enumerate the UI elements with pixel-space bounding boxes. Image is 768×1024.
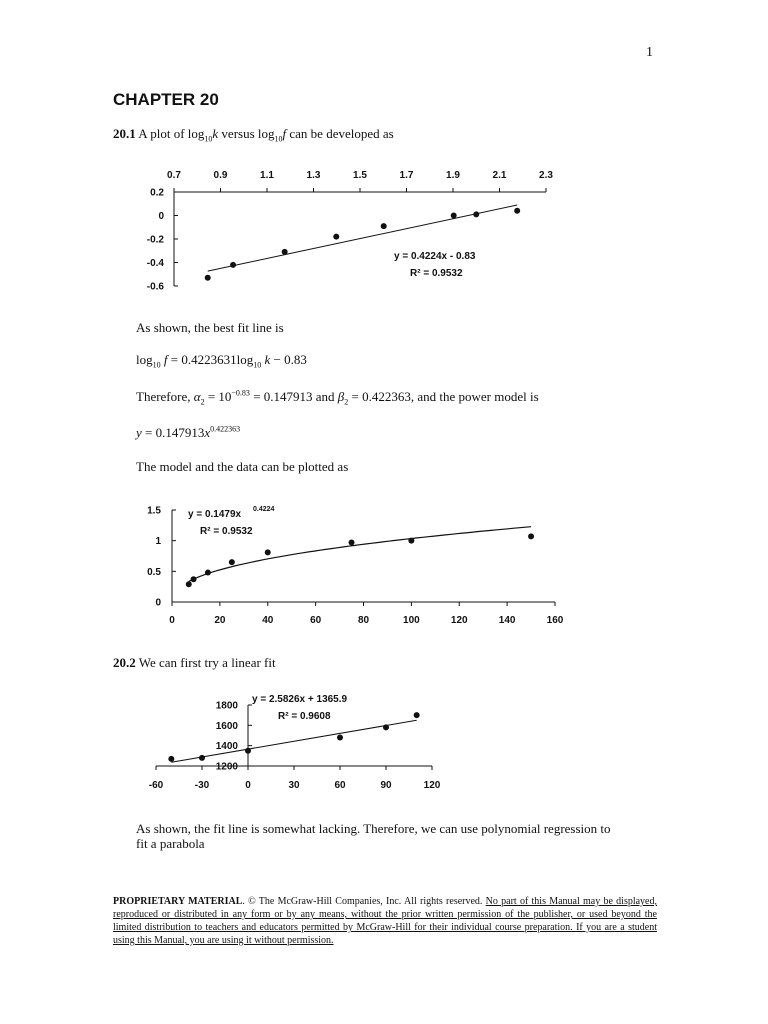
x-tick-label: 2.3 xyxy=(539,170,553,181)
subscript: 2 xyxy=(200,397,205,407)
y-tick-label: -0.2 xyxy=(146,234,164,246)
x-tick-label: 100 xyxy=(403,615,420,626)
x-tick-label: -60 xyxy=(148,780,164,791)
y-tick-label: 1400 xyxy=(215,741,238,753)
y-tick-label: -0.6 xyxy=(146,281,164,293)
x-tick-label: 1.9 xyxy=(446,170,460,181)
variable-k: k xyxy=(212,126,219,141)
x-tick-label: 60 xyxy=(310,615,322,626)
x-tick-label: 40 xyxy=(262,615,274,626)
x-tick-label: 1.1 xyxy=(260,170,274,181)
x-tick-label: 30 xyxy=(288,780,300,791)
fit-line xyxy=(171,720,416,762)
data-point xyxy=(205,275,211,281)
x-tick-label: 120 xyxy=(450,615,468,626)
data-point xyxy=(337,735,343,741)
copyright-footer xyxy=(113,895,657,947)
data-point xyxy=(186,581,192,587)
best-fit-text: As shown, the best fit line is xyxy=(136,320,284,335)
fit-equation: y = 0.1479x xyxy=(188,509,242,520)
x-tick-label: 1.7 xyxy=(399,170,414,181)
x-tick-label: 2.1 xyxy=(492,170,507,181)
text-part: = 10 xyxy=(204,389,232,404)
data-point xyxy=(528,533,534,539)
chart-log-log-svg xyxy=(140,162,560,297)
y-tick-label: 1600 xyxy=(215,720,238,732)
y-tick-label: 1800 xyxy=(215,700,238,712)
r-squared: R² = 0.9532 xyxy=(200,526,253,537)
x-tick-label: 20 xyxy=(214,615,226,626)
superscript: 0.422363 xyxy=(210,424,241,434)
data-point xyxy=(282,249,288,255)
y-tick-label: 1 xyxy=(155,536,161,548)
conclusion-line-1: As shown, the fit line is somewhat lacking. Therefore, we can use polynomial regression to xyxy=(136,821,611,836)
variable-k: k xyxy=(264,352,271,367)
eq-part: log xyxy=(136,352,153,367)
superscript: −0.83 xyxy=(231,388,250,398)
footer-underlined: No part of this Manual may be displayed, reproduced or distributed in any form or by any means, without the prior written permission of the publisher, or used beyond the limited distribution to teachers and educators permitted by McGraw-Hill for their individual course preparation. If you are a student using this Manual, you are using it without permission. xyxy=(113,896,657,946)
data-point xyxy=(381,223,387,229)
subscript: 10 xyxy=(204,134,213,144)
x-tick-label: 0.9 xyxy=(213,170,228,181)
subscript: 10 xyxy=(253,360,262,370)
x-tick-label: -30 xyxy=(194,780,210,791)
x-tick-label: 0.7 xyxy=(167,170,181,181)
beta-symbol: β xyxy=(337,389,345,404)
intro-text: We can first try a linear fit xyxy=(138,655,276,670)
text-part: Therefore, xyxy=(136,389,194,404)
data-point xyxy=(473,211,479,217)
x-tick-label: 0 xyxy=(245,780,251,791)
data-point xyxy=(414,712,420,718)
fit-equation-exponent: 0.4224 xyxy=(253,506,275,513)
conclusion-line-2: fit a parabola xyxy=(136,836,205,851)
data-point xyxy=(451,213,457,219)
data-point xyxy=(383,724,389,730)
y-tick-label: 0.5 xyxy=(147,566,161,578)
intro-text: A plot of log xyxy=(138,126,205,141)
footer-plain: . © The McGraw-Hill Companies, Inc. All rights reserved. xyxy=(242,896,486,907)
variable-y: y xyxy=(136,425,142,440)
data-point xyxy=(191,576,197,582)
section-20-2-intro xyxy=(113,655,276,671)
data-point xyxy=(265,549,271,555)
x-tick-label: 120 xyxy=(423,780,441,791)
x-tick-label: 1.5 xyxy=(353,170,367,181)
data-point xyxy=(349,540,355,546)
section-number: 20.2 xyxy=(113,655,136,670)
data-point xyxy=(245,748,251,754)
fit-equation: y = 0.4224x - 0.83 xyxy=(394,251,476,262)
text-part: = 0.422363, and the power model is xyxy=(348,389,539,404)
data-point xyxy=(514,208,520,214)
subscript: 10 xyxy=(274,134,283,144)
x-tick-label: 1.3 xyxy=(306,170,321,181)
intro-text: can be developed as xyxy=(286,126,394,141)
model-plot-text: The model and the data can be plotted as xyxy=(136,459,349,474)
data-point xyxy=(199,755,205,761)
data-point xyxy=(205,570,211,576)
page-number: 1 xyxy=(646,45,653,60)
eq-part: = 0.4223631log xyxy=(167,352,254,367)
footer-bold: PROPRIETARY MATERIAL xyxy=(113,896,243,907)
data-point xyxy=(168,756,174,762)
x-tick-label: 0 xyxy=(169,615,175,626)
chart-log-log xyxy=(140,162,560,302)
data-point xyxy=(229,559,235,565)
x-tick-label: 90 xyxy=(380,780,392,791)
subscript: 10 xyxy=(152,360,161,370)
variable-f: f xyxy=(282,126,287,141)
subscript: 2 xyxy=(344,397,349,407)
y-tick-label: 0.2 xyxy=(150,187,164,199)
eq-part: = 0.147913 xyxy=(141,425,205,440)
r-squared: R² = 0.9532 xyxy=(410,268,463,279)
chart-power-model xyxy=(140,498,580,638)
eq-part: − 0.83 xyxy=(270,352,307,367)
chart-linear-fit-svg xyxy=(140,688,460,798)
power-model-equation xyxy=(136,425,240,441)
x-tick-label: 80 xyxy=(357,615,370,626)
data-point xyxy=(333,234,339,240)
intro-text: versus log xyxy=(218,126,275,141)
y-tick-label: 0 xyxy=(155,597,161,609)
data-point xyxy=(408,538,414,544)
variable-f: f xyxy=(163,352,168,367)
chapter-title: CHAPTER 20 xyxy=(113,90,219,109)
y-tick-label: 1200 xyxy=(215,761,238,773)
section-number: 20.1 xyxy=(113,126,136,141)
section-20-1-intro xyxy=(113,126,394,142)
equation-log-fit xyxy=(136,352,307,368)
alpha-symbol: α xyxy=(193,389,201,404)
y-tick-label: 0 xyxy=(158,211,164,222)
y-tick-label: 1.5 xyxy=(147,505,161,517)
chart-power-model-svg xyxy=(140,498,580,633)
therefore-text xyxy=(136,389,539,405)
variable-x: x xyxy=(204,425,211,440)
text-part: = 0.147913 and xyxy=(249,389,338,404)
y-tick-label: -0.4 xyxy=(146,258,164,269)
fit-equation: y = 2.5826x + 1365.9 xyxy=(252,694,348,705)
x-tick-label: 140 xyxy=(498,615,516,626)
x-tick-label: 160 xyxy=(546,615,564,626)
data-point xyxy=(230,262,236,268)
r-squared: R² = 0.9608 xyxy=(278,711,331,722)
chart-linear-fit xyxy=(140,688,460,803)
x-tick-label: 60 xyxy=(334,780,346,791)
